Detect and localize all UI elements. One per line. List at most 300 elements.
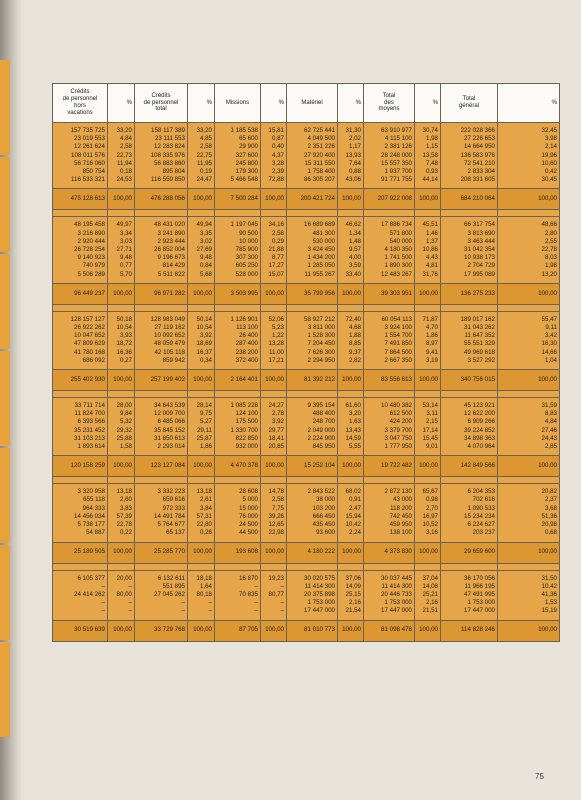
- table-cell: 2 351 226: [307, 143, 335, 151]
- table-cell: 27 045 262: [154, 590, 185, 598]
- table-cell: –: [101, 582, 105, 590]
- subtotal-cell: 3 503 995: [215, 283, 261, 304]
- subtotal-cell: 100,00: [498, 370, 560, 391]
- table-cell: 3,98: [544, 135, 557, 143]
- table-cell: 27,46: [541, 426, 557, 434]
- table-column-values: [135, 570, 188, 620]
- table-cell: 3,20: [348, 410, 361, 418]
- table-cell: 30,74: [422, 127, 438, 134]
- table-cell: 22,98: [268, 529, 284, 537]
- table-cell: 15,45: [422, 434, 438, 442]
- table-column-values: [287, 570, 338, 620]
- table-cell: 1 434 200: [307, 254, 335, 262]
- table-cell: 56 883 860: [154, 159, 185, 167]
- table-cell: 11,95: [196, 159, 212, 167]
- subtotal-cell: 475 128 613: [53, 189, 108, 210]
- subtotal-cell: 4 470 378: [215, 456, 261, 477]
- table-cell: 7 204 450: [307, 340, 335, 348]
- table-cell: 11 414 300: [304, 582, 335, 590]
- subtotal-cell: 100,00: [338, 283, 364, 304]
- table-cell: 31,50: [541, 574, 557, 582]
- table-cell: 2,78: [271, 410, 284, 418]
- table-column-values: [498, 311, 560, 369]
- subtotal-cell: 100,00: [188, 189, 215, 210]
- table-cell: 6 909 266: [467, 418, 495, 426]
- table-cell: 51,36: [541, 512, 557, 520]
- table-cell: 11 414 300: [381, 582, 412, 590]
- table-cell: 63 910 977: [381, 127, 412, 134]
- table-cell: 93 600: [316, 529, 335, 537]
- table-cell: –: [254, 582, 258, 590]
- table-cell: 17,21: [268, 356, 284, 364]
- table-cell: 175 500: [235, 418, 258, 426]
- table-cell: 37,04: [422, 574, 438, 582]
- table-cell: 8,97: [425, 340, 438, 348]
- subtotal-cell: 684 210 064: [441, 189, 498, 210]
- table-cell: 27,69: [196, 246, 212, 254]
- table-cell: 11,00: [268, 348, 284, 356]
- previous-page-edge: [0, 60, 10, 780]
- table-cell: 424 200: [389, 418, 412, 426]
- table-cell: 12 483 267: [381, 270, 412, 278]
- table-cell: 3,59: [348, 262, 361, 270]
- table-cell: 785 900: [235, 246, 258, 254]
- table-cell: 23 111 553: [154, 135, 185, 143]
- table-column-values: [364, 398, 415, 456]
- table-cell: 42 105 118: [154, 348, 185, 356]
- subtotal-cell: 100,00: [108, 620, 135, 641]
- table-cell: 86 305 207: [304, 176, 335, 184]
- table-column-values: [287, 311, 338, 369]
- table-cell: 52,06: [268, 315, 284, 323]
- table-column-values: [53, 311, 108, 369]
- table-cell: 14,09: [345, 582, 361, 590]
- table-cell: 5 764 677: [157, 521, 185, 529]
- table-cell: 116 533 321: [71, 176, 105, 184]
- table-column-values: [261, 217, 287, 283]
- table-cell: 22,78: [541, 246, 557, 254]
- table-cell: 822 850: [235, 434, 258, 442]
- table-column-values: [287, 123, 338, 189]
- table-cell: 18,18: [196, 574, 212, 582]
- table-cell: 28 608: [239, 488, 258, 496]
- subtotal-cell: 100,00: [188, 370, 215, 391]
- table-cell: 17,27: [268, 262, 284, 270]
- table-column-values: [53, 217, 108, 283]
- table-column-values: [215, 311, 261, 369]
- table-cell: 3,42: [544, 332, 557, 340]
- subtotal-cell: 81 392 212: [287, 370, 338, 391]
- table-cell: 17 447 000: [464, 607, 495, 615]
- table-cell: 3 463 444: [467, 237, 495, 245]
- table-column-values: [188, 484, 215, 542]
- table-cell: 0,18: [119, 168, 132, 176]
- table-cell: 9,48: [119, 254, 132, 262]
- table-subtotal-row: [53, 542, 560, 563]
- table-cell: 13,93: [345, 151, 361, 159]
- table-cell: 4,00: [348, 254, 361, 262]
- table-cell: 0,87: [271, 135, 284, 143]
- table-cell: –: [280, 599, 284, 607]
- table-column-values: [135, 311, 188, 369]
- subtotal-cell: 100,00: [498, 620, 560, 641]
- table-cell: 3,92: [199, 332, 212, 340]
- table-cell: 850 754: [82, 168, 105, 176]
- budget-table: [52, 83, 560, 642]
- subtotal-cell: 100,00: [188, 283, 215, 304]
- table-cell: 21,88: [268, 246, 284, 254]
- table-cell: 45,51: [422, 221, 438, 229]
- table-cell: 1 753 000: [307, 599, 335, 607]
- table-cell: 10 480 382: [381, 402, 412, 410]
- table-cell: –: [128, 582, 132, 590]
- table-cell: 327 600: [235, 151, 258, 159]
- group-separator: [53, 477, 560, 484]
- subtotal-cell: 100,00: [261, 542, 287, 563]
- table-column-values: [287, 398, 338, 456]
- table-cell: –: [280, 607, 284, 615]
- subtotal-cell: 100,00: [261, 456, 287, 477]
- table-cell: 2 843 522: [307, 488, 335, 496]
- column-header: Total des moyens: [364, 84, 415, 123]
- table-cell: 113 100: [236, 324, 258, 332]
- table-column-values: [108, 570, 135, 620]
- table-cell: 10,60: [541, 159, 557, 167]
- table-cell: 686 092: [82, 356, 105, 364]
- table-cell: 5 466 548: [230, 176, 258, 184]
- table-cell: 44 500: [239, 529, 258, 537]
- table-cell: 18,41: [268, 434, 284, 442]
- table-cell: 859 942: [162, 356, 185, 364]
- table-group-rows: [53, 398, 560, 456]
- table-cell: 1,64: [199, 582, 212, 590]
- column-header: %: [498, 84, 560, 123]
- table-cell: 31 850 613: [154, 434, 185, 442]
- table-cell: 66 317 754: [464, 221, 495, 229]
- table-cell: 2,16: [425, 599, 438, 607]
- table-cell: 14 456 034: [74, 512, 105, 520]
- table-column-values: [261, 311, 287, 369]
- table-cell: 61,60: [345, 402, 361, 410]
- table-cell: 62 725 441: [304, 127, 335, 134]
- table-cell: 0,40: [271, 143, 284, 151]
- subtotal-cell: 100,00: [415, 620, 441, 641]
- table-column-values: [498, 123, 560, 189]
- budget-table-container: [52, 83, 559, 642]
- column-header: %: [108, 84, 135, 123]
- table-cell: 9,75: [199, 410, 212, 418]
- subtotal-cell: 35 799 956: [287, 283, 338, 304]
- table-cell: 2 049 000: [307, 426, 335, 434]
- subtotal-cell: 29 659 600: [441, 542, 498, 563]
- subtotal-cell: 340 756 015: [441, 370, 498, 391]
- table-cell: 20 446 733: [381, 590, 412, 598]
- table-cell: 3,16: [425, 529, 438, 537]
- table-cell: 1 085 228: [230, 402, 258, 410]
- table-cell: 1 185 538: [230, 127, 258, 134]
- table-cell: 6 224 627: [467, 521, 495, 529]
- table-cell: 3 813 690: [467, 229, 495, 237]
- table-cell: 571 800: [389, 229, 412, 237]
- table-cell: 31 043 262: [464, 324, 495, 332]
- table-cell: 3 241 890: [157, 229, 185, 237]
- subtotal-cell: 7 500 284: [215, 189, 261, 210]
- column-header: %: [261, 84, 287, 123]
- table-cell: 0,88: [348, 168, 361, 176]
- table-cell: 6 393 566: [77, 418, 105, 426]
- table-cell: 481 300: [312, 229, 335, 237]
- table-cell: 1,04: [544, 356, 557, 364]
- table-column-values: [188, 398, 215, 456]
- table-column-values: [287, 484, 338, 542]
- table-cell: 0,34: [199, 356, 212, 364]
- group-separator: [53, 391, 560, 398]
- table-cell: 2,85: [544, 443, 557, 451]
- subtotal-cell: 100,00: [108, 189, 135, 210]
- table-cell: 1 197 045: [230, 221, 258, 229]
- table-column-values: [441, 570, 498, 620]
- table-cell: 19,96: [541, 151, 557, 159]
- table-cell: 15 557 350: [381, 159, 412, 167]
- subtotal-cell: 100,00: [338, 542, 364, 563]
- subtotal-cell: 100,00: [261, 189, 287, 210]
- table-cell: 37,06: [345, 574, 361, 582]
- table-cell: 60 054 113: [381, 315, 412, 323]
- table-cell: 2 920 444: [77, 237, 105, 245]
- table-cell: 33,20: [116, 127, 132, 134]
- table-cell: 5 506 289: [77, 270, 105, 278]
- table-cell: 34,16: [268, 221, 284, 229]
- subtotal-cell: 33 729 768: [135, 620, 188, 641]
- table-cell: 2,61: [199, 496, 212, 504]
- table-group-rows: [53, 484, 560, 542]
- table-cell: 2,24: [348, 529, 361, 537]
- table-column-values: [338, 311, 364, 369]
- table-cell: 57,31: [196, 512, 212, 520]
- table-cell: 20,82: [541, 488, 557, 496]
- table-cell: 25,21: [422, 590, 438, 598]
- subtotal-cell: 100,00: [415, 189, 441, 210]
- table-cell: 1 890 300: [384, 262, 412, 270]
- table-cell: 49,94: [196, 221, 212, 229]
- table-cell: 9,84: [119, 410, 132, 418]
- table-cell: 4,85: [199, 135, 212, 143]
- table-cell: 72,88: [268, 176, 284, 184]
- table-cell: 9 395 154: [307, 402, 335, 410]
- table-column-values: [364, 484, 415, 542]
- table-cell: 14,08: [422, 582, 438, 590]
- table-cell: 22,75: [196, 151, 212, 159]
- table-cell: 108 011 576: [71, 151, 105, 159]
- table-cell: 5 738 177: [77, 521, 105, 529]
- table-cell: 551 895: [162, 582, 185, 590]
- table-cell: 1,53: [544, 599, 557, 607]
- table-column-values: [415, 123, 441, 189]
- table-column-values: [338, 123, 364, 189]
- column-header: Total général: [441, 84, 498, 123]
- table-column-values: [498, 398, 560, 456]
- table-cell: 1,98: [425, 135, 438, 143]
- table-cell: 11,94: [116, 159, 132, 167]
- table-cell: 76 000: [239, 512, 258, 520]
- table-cell: 28,00: [116, 402, 132, 410]
- table-cell: 26 728 254: [74, 246, 105, 254]
- table-cell: 2,47: [348, 504, 361, 512]
- subtotal-cell: 100,00: [498, 456, 560, 477]
- table-cell: 5,70: [119, 270, 132, 278]
- table-cell: 1,98: [544, 262, 557, 270]
- table-cell: 1,48: [348, 237, 361, 245]
- table-cell: 50,14: [196, 315, 212, 323]
- table-cell: 702 616: [472, 496, 495, 504]
- subtotal-cell: 257 199 402: [135, 370, 188, 391]
- table-cell: 0,93: [425, 168, 438, 176]
- table-cell: 4,43: [425, 254, 438, 262]
- table-cell: –: [128, 599, 132, 607]
- table-cell: 22,80: [196, 521, 212, 529]
- table-cell: 12 009 700: [154, 410, 185, 418]
- table-cell: 128 983 049: [150, 315, 185, 323]
- table-cell: 845 950: [312, 443, 335, 451]
- table-column-values: [415, 570, 441, 620]
- table-cell: 3,19: [425, 356, 438, 364]
- table-cell: 17 447 000: [304, 607, 335, 615]
- table-cell: 7 491 850: [384, 340, 412, 348]
- subtotal-cell: 25 285 770: [135, 542, 188, 563]
- table-cell: 32,45: [541, 127, 557, 134]
- table-cell: 1 090 533: [467, 504, 495, 512]
- table-cell: 9,11: [545, 324, 557, 332]
- table-cell: 612 500: [389, 410, 412, 418]
- column-header: %: [415, 84, 441, 123]
- subtotal-cell: 100,00: [188, 456, 215, 477]
- table-cell: 13,18: [196, 488, 212, 496]
- subtotal-cell: 136 275 233: [441, 283, 498, 304]
- table-cell: 3,83: [119, 504, 132, 512]
- table-cell: 0,42: [544, 168, 557, 176]
- table-column-values: [364, 217, 415, 283]
- table-header-row: [53, 84, 560, 123]
- table-cell: 9,57: [348, 246, 361, 254]
- table-cell: 5,68: [199, 270, 212, 278]
- table-cell: 307 300: [235, 254, 258, 262]
- table-cell: 20 375 898: [304, 590, 335, 598]
- table-cell: 222 028 366: [460, 127, 495, 134]
- subtotal-cell: 39 303 951: [364, 283, 415, 304]
- table-cell: 17 447 000: [381, 607, 412, 615]
- table-cell: 2 872 130: [384, 488, 412, 496]
- table-cell: 49 969 618: [464, 348, 495, 356]
- table-cell: 12 283 824: [154, 143, 185, 151]
- table-cell: 2 833 304: [467, 168, 495, 176]
- table-cell: 1 777 950: [384, 443, 412, 451]
- table-cell: 666 450: [312, 512, 335, 520]
- table-cell: 208 331 605: [460, 176, 495, 184]
- subtotal-cell: 100,00: [188, 542, 215, 563]
- table-cell: 2,39: [271, 168, 284, 176]
- table-cell: 8,03: [544, 254, 557, 262]
- table-cell: 43,06: [345, 176, 361, 184]
- table-column-values: [108, 311, 135, 369]
- table-cell: 245 800: [235, 159, 258, 167]
- table-cell: 26 922 262: [74, 324, 105, 332]
- table-cell: 2,58: [271, 496, 284, 504]
- table-cell: 3 332 223: [157, 488, 185, 496]
- table-cell: 203 237: [472, 529, 495, 537]
- table-cell: 8,77: [271, 254, 284, 262]
- table-column-values: [215, 398, 261, 456]
- table-cell: –: [208, 599, 212, 607]
- table-cell: 1 741 500: [384, 254, 412, 262]
- table-column-values: [441, 123, 498, 189]
- table-cell: 528 000: [235, 270, 258, 278]
- subtotal-cell: 19 722 482: [364, 456, 415, 477]
- subtotal-cell: 25 189 505: [53, 542, 108, 563]
- table-column-values: [338, 570, 364, 620]
- table-cell: 3,84: [199, 504, 212, 512]
- table-cell: 15,94: [345, 512, 361, 520]
- column-header: Missions: [215, 84, 261, 123]
- table-cell: 4 115 100: [384, 135, 412, 143]
- table-cell: 248 700: [312, 418, 335, 426]
- table-cell: 12 261 624: [74, 143, 105, 151]
- table-column-values: [415, 398, 441, 456]
- table-cell: –: [208, 607, 212, 615]
- table-cell: 30 020 575: [304, 574, 335, 582]
- column-header: %: [338, 84, 364, 123]
- table-column-values: [135, 484, 188, 542]
- table-cell: 0,84: [199, 262, 212, 270]
- table-cell: 80,00: [116, 590, 132, 598]
- table-cell: 16,37: [196, 348, 212, 356]
- table-column-values: [441, 484, 498, 542]
- table-column-values: [215, 570, 261, 620]
- subtotal-cell: 200 421 724: [287, 189, 338, 210]
- table-cell: –: [181, 607, 185, 615]
- table-cell: 3 424 450: [307, 246, 335, 254]
- table-column-values: [215, 484, 261, 542]
- table-cell: 23 019 553: [74, 135, 105, 143]
- table-cell: 35 231 452: [74, 426, 105, 434]
- table-cell: 10,54: [196, 324, 212, 332]
- table-cell: 158 117 389: [151, 127, 185, 134]
- table-cell: 932 000: [235, 443, 258, 451]
- table-cell: 72,40: [345, 315, 361, 323]
- table-group-rows: [53, 217, 560, 283]
- table-cell: 13,58: [422, 151, 438, 159]
- column-header: Crédits de personnel hors vacations: [53, 84, 108, 123]
- table-cell: 972 333: [162, 504, 185, 512]
- table-cell: 44,14: [422, 176, 438, 184]
- table-cell: 1,17: [348, 143, 361, 151]
- table-cell: 33,40: [345, 270, 361, 278]
- table-cell: 136 583 976: [460, 151, 495, 159]
- table-cell: 31,76: [422, 270, 438, 278]
- table-column-values: [441, 311, 498, 369]
- table-cell: 29,77: [268, 426, 284, 434]
- subtotal-cell: 100,00: [498, 283, 560, 304]
- table-cell: 1,63: [348, 418, 361, 426]
- table-cell: 3 527 292: [467, 356, 495, 364]
- subtotal-cell: 476 288 056: [135, 189, 188, 210]
- table-cell: 57,39: [116, 512, 132, 520]
- table-cell: 22,73: [116, 151, 132, 159]
- table-cell: 2,58: [271, 229, 284, 237]
- table-cell: 80,18: [196, 590, 212, 598]
- table-cell: 287 400: [235, 340, 258, 348]
- table-cell: 2,55: [544, 237, 557, 245]
- table-column-values: [498, 484, 560, 542]
